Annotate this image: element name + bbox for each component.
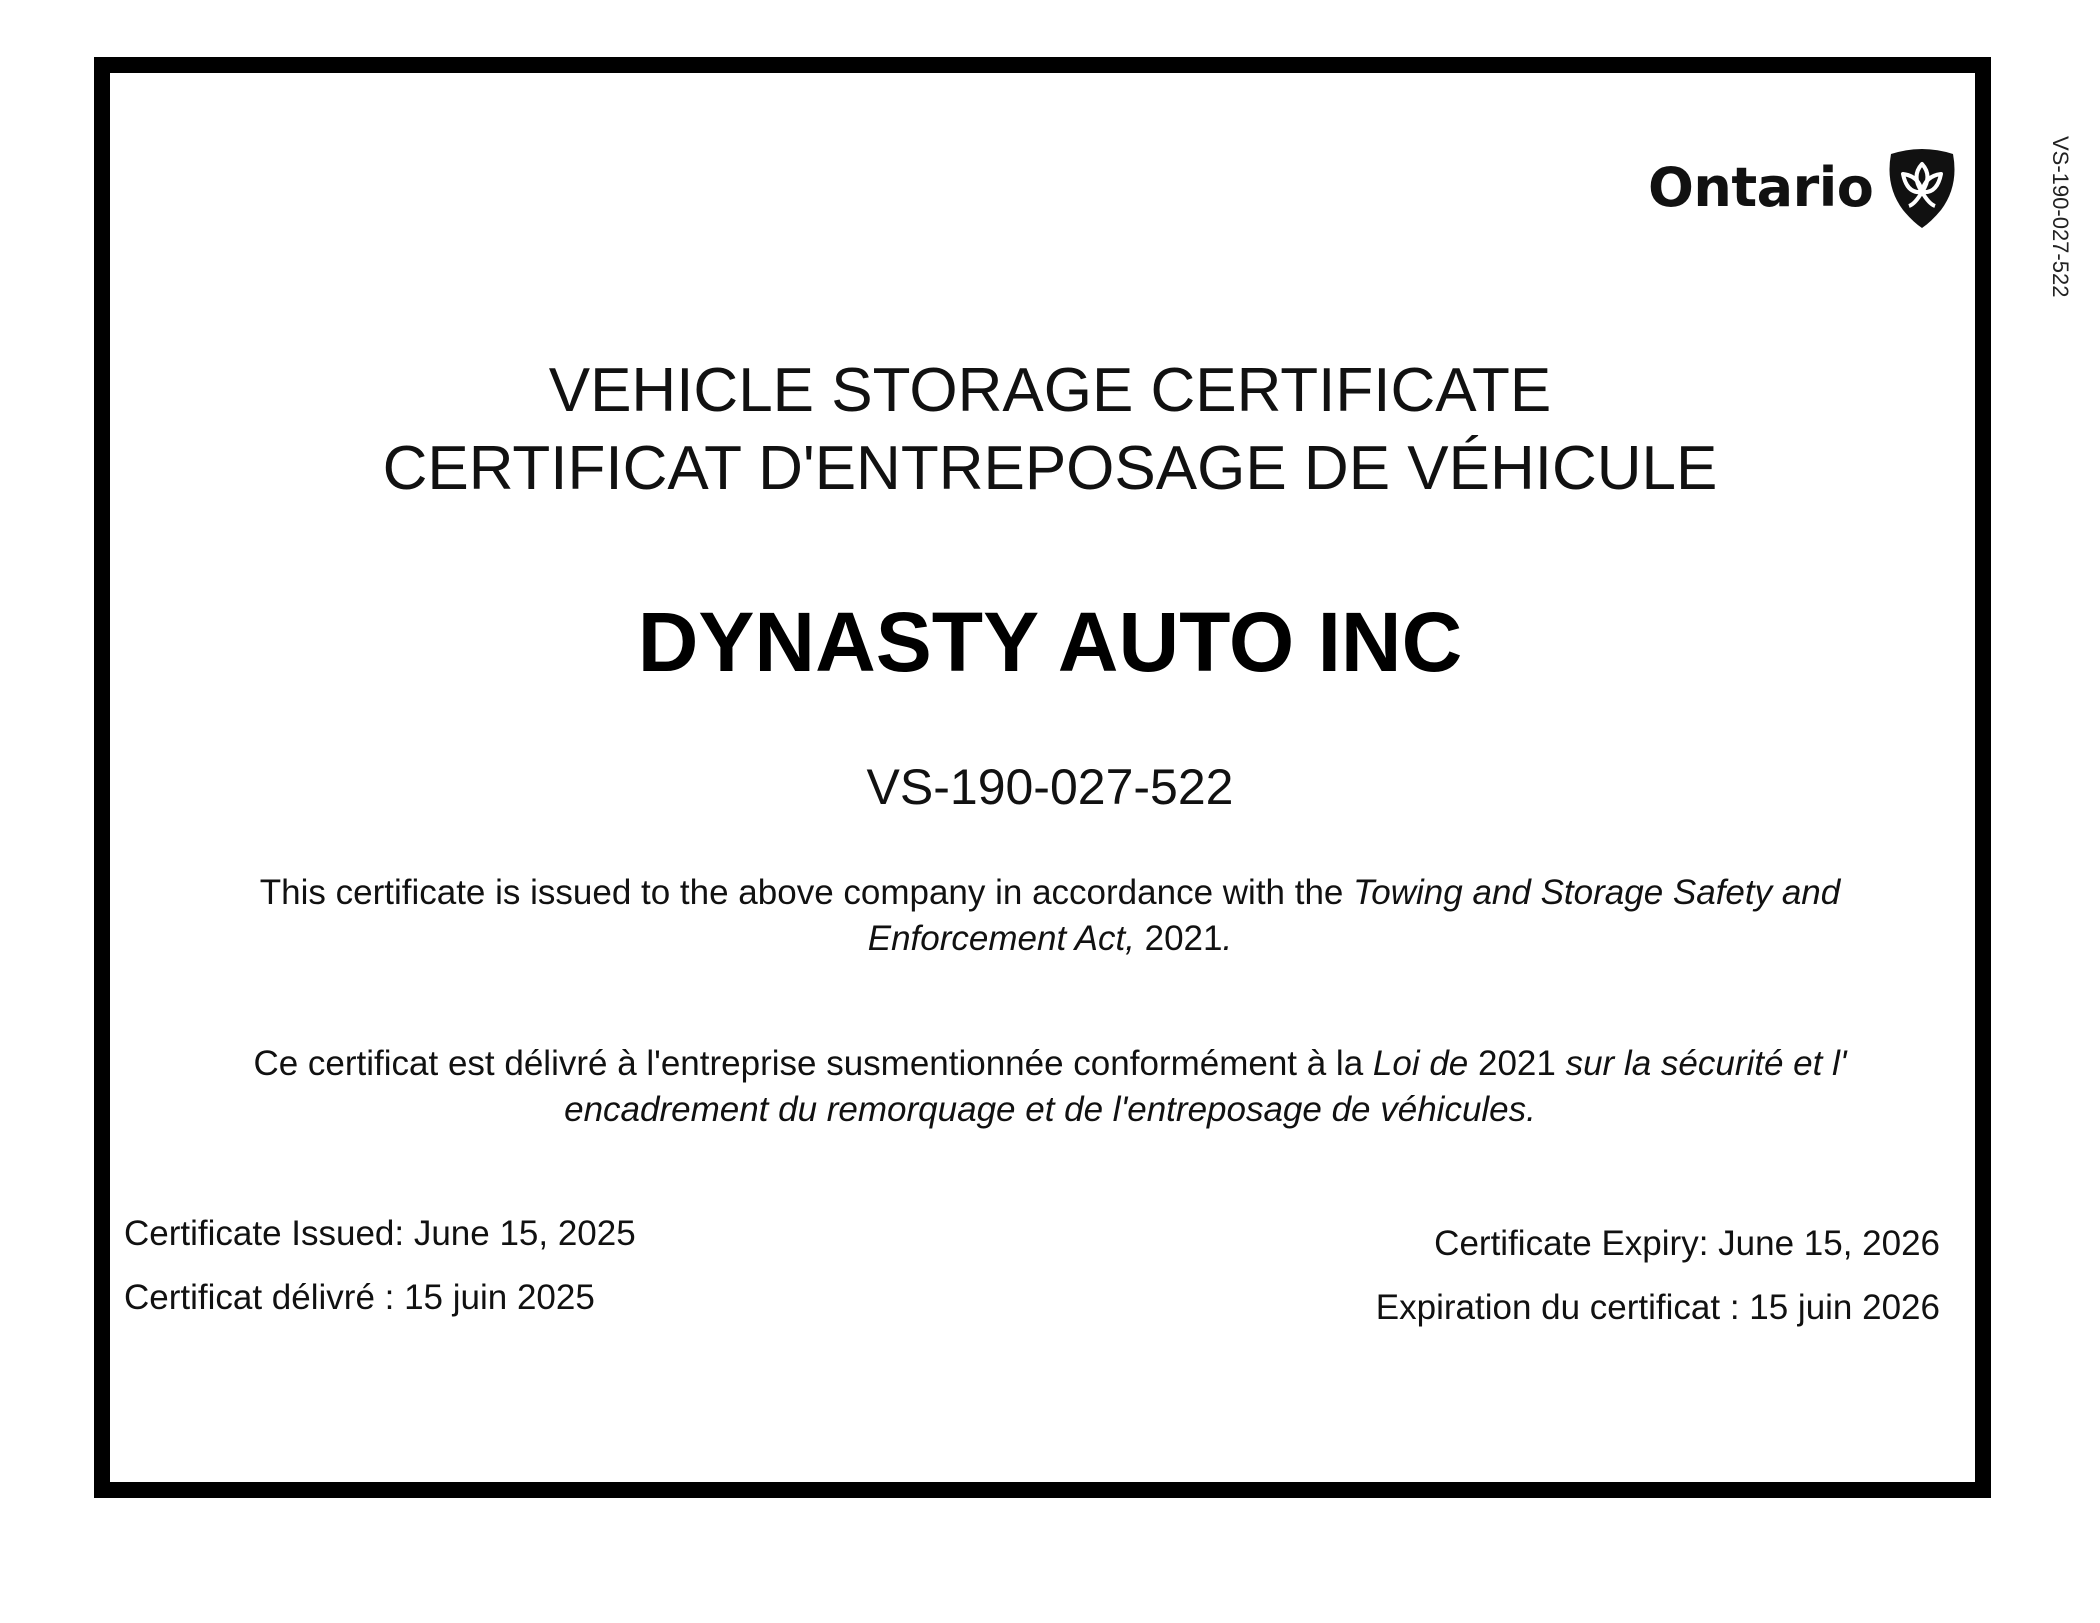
act-name-french-start: Loi de [1372,1044,1469,1083]
certificate-number: VS-190-027-522 [866,759,1234,815]
title-english: VEHICLE STORAGE CERTIFICATE [548,356,1552,425]
expiry-date-french: Expiration du certificat : 15 juin 2026 [1375,1288,1940,1327]
expiry-dates [1376,1220,1940,1332]
ontario-wordmark: Ontario [1648,155,1874,219]
issued-date-english: Certificate Issued: June 15, 2025 [124,1214,636,1253]
act-name-english: Towing and Storage Safety and Enforcement Act, [867,873,1841,958]
expiry-date-english: Certificate Expiry: June 15, 2026 [1434,1224,1940,1263]
statement-english [170,870,1930,962]
side-certificate-number: VS-190-027-522 [2048,136,2073,298]
ontario-logo [1648,146,1959,228]
act-year-english: 2021 [1134,919,1223,958]
company-name: DYNASTY AUTO INC [637,595,1463,689]
act-year-french: 2021 [1468,1044,1566,1083]
statement-en-period: . [1222,919,1233,958]
title-french: CERTIFICAT D'ENTREPOSAGE DE VÉHICULE [382,434,1718,503]
statement-french [170,1041,1930,1133]
statement-en-text: This certificate is issued to the above company in accordance with the [259,873,1354,912]
issued-date-french: Certificat délivré : 15 juin 2025 [124,1278,595,1317]
trillium-icon [1885,146,1959,228]
issued-dates [124,1210,636,1322]
act-name-french-rest: sur la sécurité et l' encadrement du remorquage et de l'entreposage de véhicules. [564,1044,1847,1129]
statement-fr-text: Ce certificat est délivré à l'entreprise susmentionnée conformément à la [253,1044,1373,1083]
